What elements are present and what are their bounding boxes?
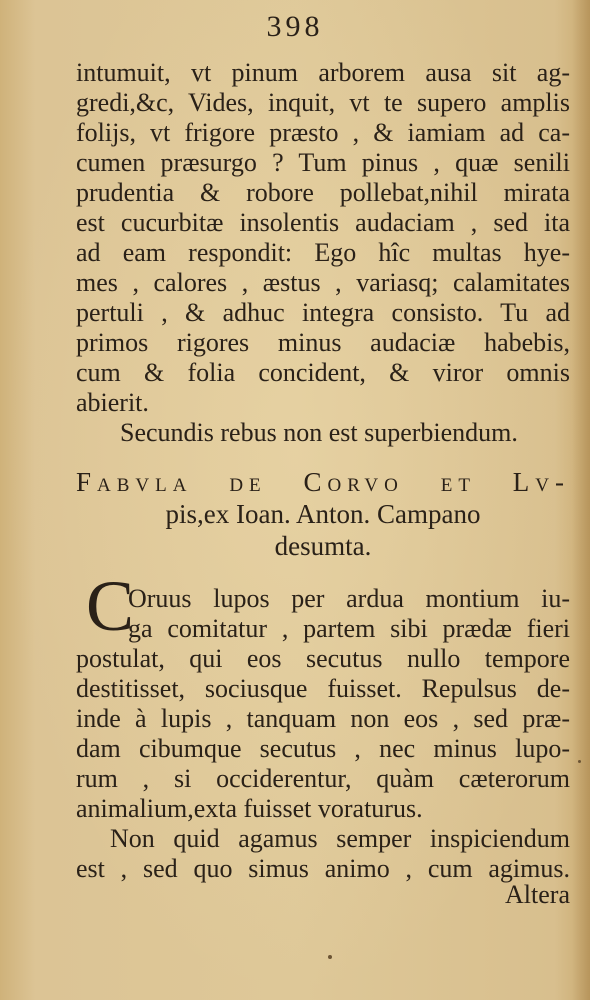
text-line: primos rigores minus audaciæ habebis, — [76, 328, 570, 357]
text-line: prudentia & robore pollebat,nihil mirata — [76, 178, 570, 207]
text-line: postulat, qui eos secutus nullo tempore — [76, 644, 570, 673]
moral-line: Non quid agamus semper inspiciendum — [110, 824, 570, 853]
fable-title-line: pis,ex Ioan. Anton. Campano — [165, 499, 481, 529]
text-line: animalium,exta fuisset voraturus. — [76, 794, 423, 823]
text-line: ad eam respondit: Ego hîc multas hye- — [76, 238, 570, 267]
catchword: Altera — [505, 880, 570, 909]
drop-capital: C — [86, 566, 135, 646]
text-line: abierit. — [76, 388, 149, 417]
text-line: dam cibumque secutus , nec minus lupo- — [76, 734, 570, 763]
text-line: pertuli , & adhuc integra consisto. Tu ad — [76, 298, 570, 327]
text-line: destitisset, sociusque fuisset. Repulsus de- — [76, 674, 570, 703]
paper-speck — [578, 760, 581, 763]
text-line: mes , calores , æstus , variasq; calamitates — [76, 268, 570, 297]
text-line: Oruus lupos per ardua montium iu- — [128, 584, 570, 613]
text-line: rum , si occiderentur, quàm cæterorum — [76, 764, 570, 793]
text-line: inde à lupis , tanquam non eos , sed præ- — [76, 704, 570, 733]
text-line: est cucurbitæ insolentis audaciam , sed ita — [76, 208, 570, 237]
text-line: gredi,&c, Vides, inquit, vt te supero amplis — [76, 88, 570, 117]
text-line: folijs, vt frigore præsto , & iamiam ad ca- — [76, 118, 570, 147]
page-spine-shadow — [572, 0, 590, 1000]
page-number: 398 — [266, 10, 324, 43]
text-line: ga comitatur , partem sibi prædæ fieri — [128, 614, 570, 643]
text-line: cumen præsurgo ? Tum pinus , quæ senili — [76, 148, 570, 177]
text-line: cum & folia concident, & viror omnis — [76, 358, 570, 387]
fable-title-line: Fabvla de Corvo et Lv- — [76, 467, 570, 497]
moral-line: Secundis rebus non est superbiendum. — [120, 418, 518, 447]
fable-title-line: desumta. — [274, 531, 372, 561]
moral-line: est , sed quo simus animo , cum agimus. — [76, 854, 570, 883]
paper-speck — [328, 955, 332, 959]
text-line: intumuit, vt pinum arborem ausa sit ag- — [76, 58, 570, 87]
